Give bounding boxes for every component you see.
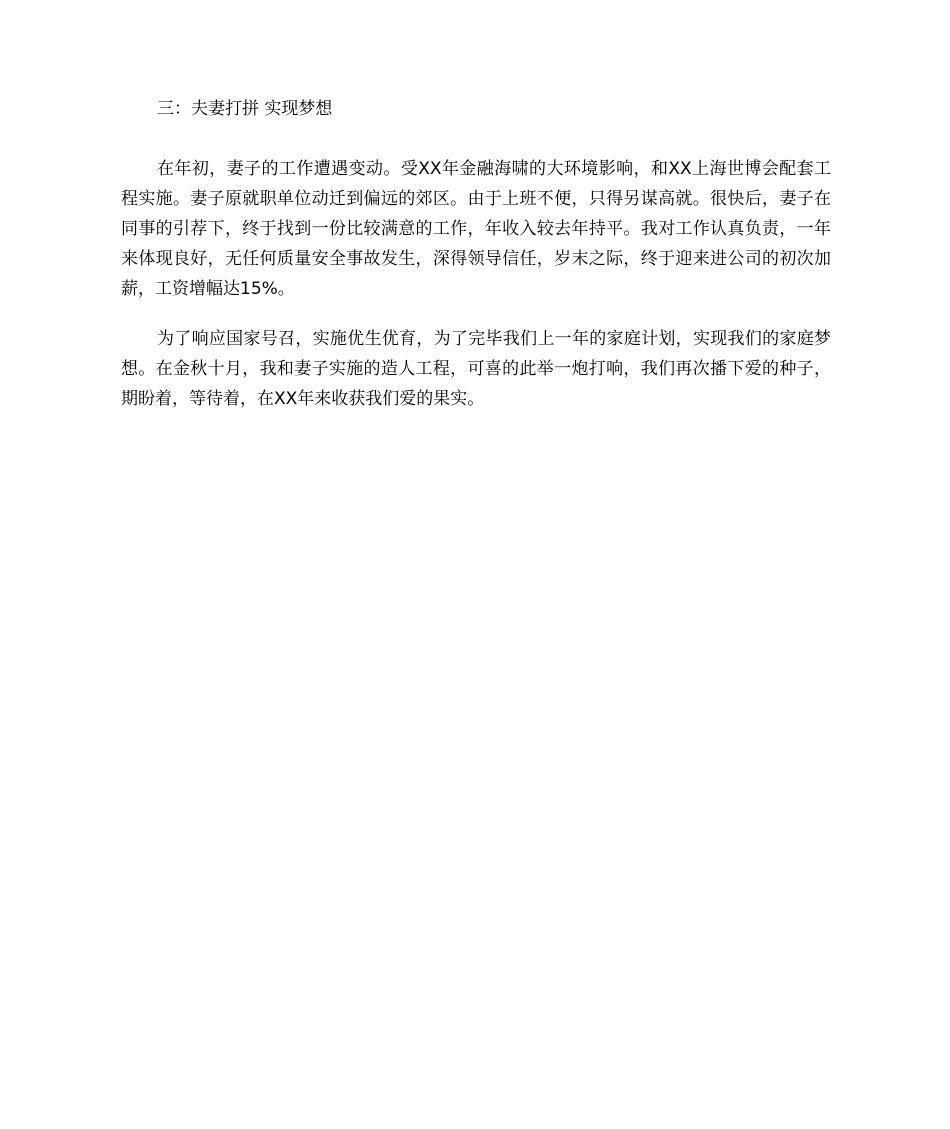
document-body xyxy=(121,94,831,414)
section-heading: 三：夫妻打拼 实现梦想 xyxy=(157,99,333,119)
paragraph-work-changes: 在年初，妻子的工作遭遇变动。受XX年金融海啸的大环境影响，和XX上海世博会配套工程实施。妻子原就职单位动迁到偏远的郊区。由于上班不便，只得另谋高就。很快后，妻子在同事的引荐下，终于找到一份比较满意的工作，年收入较去年持平。我对工作认真负责，一年来体现良好，无任何质量安全事故发生，深得领导信任，岁末之际，终于迎来进公司的初次加薪，工资增幅达15%。 xyxy=(121,159,831,299)
paragraph-family-plan: 为了响应国家号召，实施优生优育，为了完毕我们上一年的家庭计划，实现我们的家庭梦想。在金秋十月，我和妻子实施的造人工程，可喜的此举一炮打响，我们再次播下爱的种子，期盼着，等待着，在XX年来收获我们爱的果实。 xyxy=(121,329,831,409)
